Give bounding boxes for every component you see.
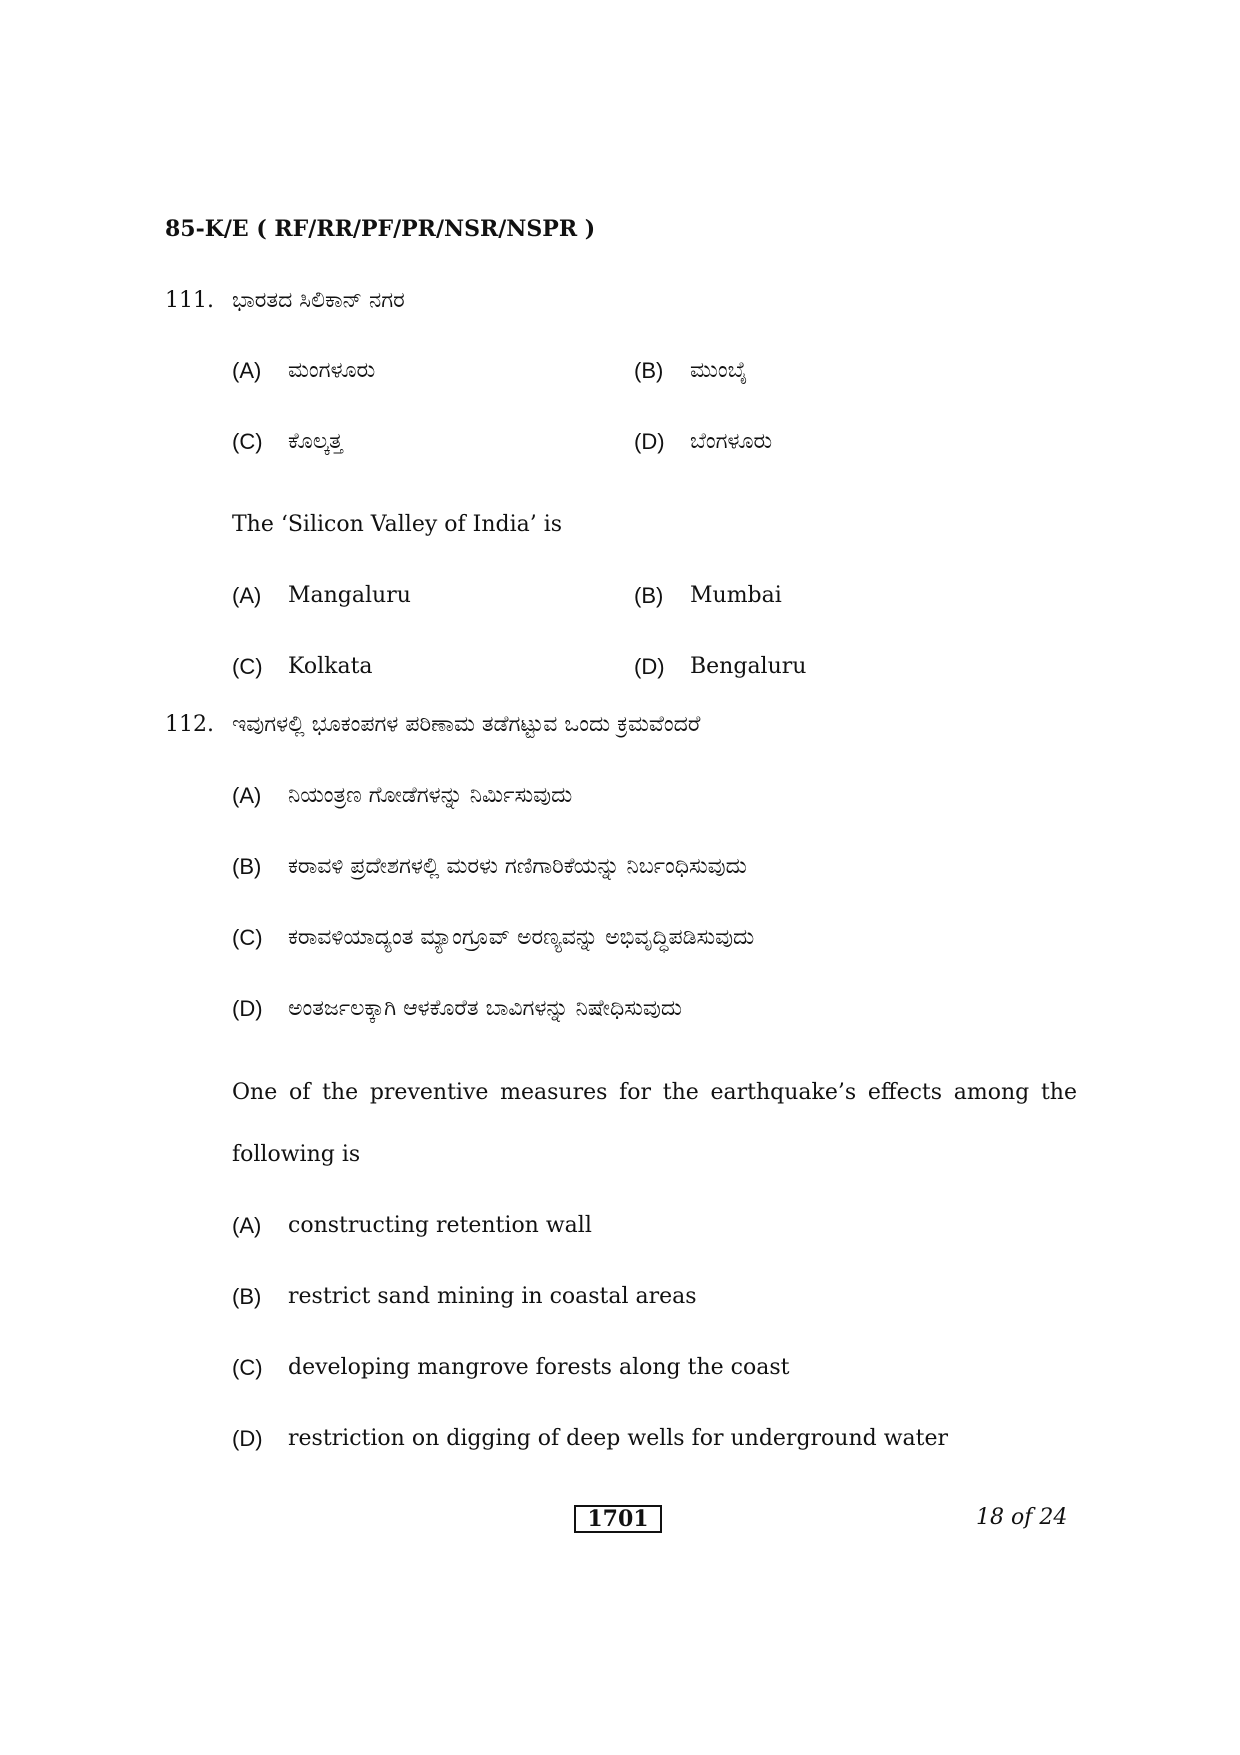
q112-kn-option-d-text: ಅಂತರ್ಜಲಕ್ಕಾಗಿ ಆಳಕೊರೆತ ಬಾವಿಗಳನ್ನು ನಿಷೇಧಿಸುವುದು <box>288 996 683 1021</box>
q112-en-option-d-label: (D) <box>232 1426 263 1451</box>
q112-kn-option-d-label: (D) <box>232 996 263 1021</box>
q111-kn-option-d-text: ಬೆಂಗಳೂರು <box>690 429 773 454</box>
q112-en-option-b-label: (B) <box>232 1284 262 1309</box>
q111-en-option-d-text: Bengaluru <box>690 654 807 679</box>
q111-kn-option-a-text: ಮಂಗಳೂರು <box>288 358 376 383</box>
q111-en-option-a-text: Mangaluru <box>288 583 411 608</box>
q111-kn-option-a-label: (A) <box>232 358 262 383</box>
question-112-kannada-stem: ಇವುಗಳಲ್ಲಿ ಭೂಕಂಪಗಳ ಪರಿಣಾಮ ತಡೆಗಟ್ಟುವ ಒಂದು ಕ್ರಮವೆಂದರೆ <box>232 712 701 737</box>
question-111-number: 111. <box>165 288 214 313</box>
q112-kn-option-b-text: ಕರಾವಳಿ ಪ್ರದೇಶಗಳಲ್ಲಿ ಮರಳು ಗಣಿಗಾರಿಕೆಯನ್ನು ನಿರ್ಬಂಧಿಸುವುದು <box>288 854 747 879</box>
q112-kn-option-b-label: (B) <box>232 854 262 879</box>
q112-en-option-c-text: developing mangrove forests along the coast <box>288 1355 790 1380</box>
q112-en-option-d-text: restriction on digging of deep wells for underground water <box>288 1426 949 1451</box>
q111-kn-option-b-text: ಮುಂಬೈ <box>690 358 748 383</box>
q112-en-option-b-text: restrict sand mining in coastal areas <box>288 1284 697 1309</box>
q112-en-option-c-label: (C) <box>232 1355 263 1380</box>
question-112-english-stem-line2: following is <box>232 1142 361 1167</box>
q111-kn-option-d-label: (D) <box>634 429 665 454</box>
q111-kn-option-b-label: (B) <box>634 358 664 383</box>
booklet-code-header: 85-K/E ( RF/RR/PF/PR/NSR/NSPR ) <box>165 216 596 242</box>
question-111-kannada-stem: ಭಾರತದ ಸಿಲಿಕಾನ್ ನಗರ <box>232 288 405 313</box>
q111-kn-option-c-text: ಕೊಲ್ಕತ್ತ <box>288 429 343 454</box>
q111-en-option-c-text: Kolkata <box>288 654 373 679</box>
q111-en-option-c-label: (C) <box>232 654 263 679</box>
q112-kn-option-c-label: (C) <box>232 925 263 950</box>
question-112-number: 112. <box>165 712 214 737</box>
q112-kn-option-c-text: ಕರಾವಳಿಯಾದ್ಯಂತ ಮ್ಯಾಂಗ್ರೂವ್ ಅರಣ್ಯವನ್ನು ಅಭಿವೃದ್ಧಿಪಡಿಸುವುದು <box>288 925 755 950</box>
q111-kn-option-c-label: (C) <box>232 429 263 454</box>
q111-en-option-a-label: (A) <box>232 583 262 608</box>
q112-kn-option-a-text: ನಿಯಂತ್ರಣ ಗೋಡೆಗಳನ್ನು ನಿರ್ಮಿಸುವುದು <box>288 783 573 808</box>
page-number: 18 of 24 <box>976 1505 1068 1530</box>
footer-code-box: 1701 <box>574 1505 662 1533</box>
q112-kn-option-a-label: (A) <box>232 783 262 808</box>
question-111-english-stem: The ‘Silicon Valley of India’ is <box>232 512 563 537</box>
q111-en-option-b-text: Mumbai <box>690 583 782 608</box>
q111-en-option-b-label: (B) <box>634 583 664 608</box>
q112-en-option-a-label: (A) <box>232 1213 262 1238</box>
q112-en-option-a-text: constructing retention wall <box>288 1213 592 1238</box>
q111-en-option-d-label: (D) <box>634 654 665 679</box>
question-112-english-stem-line1: One of the preventive measures for the earthquake’s effects among the <box>232 1080 1077 1105</box>
